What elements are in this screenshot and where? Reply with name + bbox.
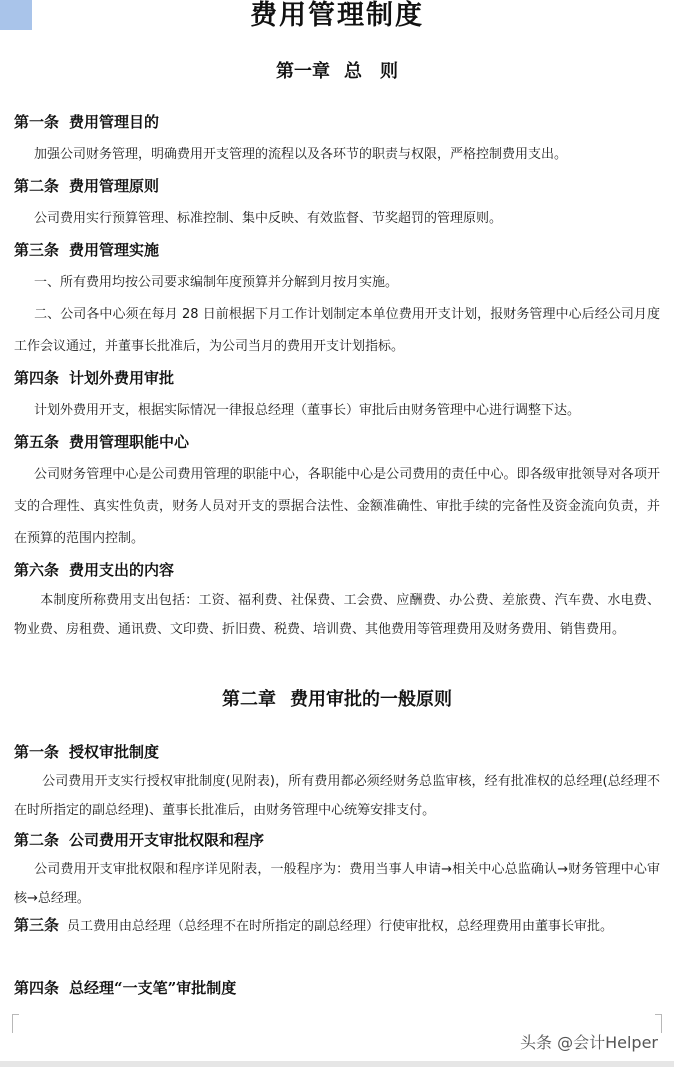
article-heading xyxy=(14,239,660,261)
article-heading xyxy=(14,741,660,763)
chapter-name: 费用审批的一般原则 xyxy=(290,689,452,710)
article-number: 第五条 xyxy=(14,433,60,451)
article-title: 费用支出的内容 xyxy=(69,561,175,579)
paragraph-text: 公司财务管理中心是公司费用管理的职能中心，各职能中心是公司费用的责任中心。即各级审批领导对各项开支的合理性、真实性负责，财务人员对开支的票据合法性、金额准确性、审批手续的完备性及资金流向负责，并在预算的范围内控制。 xyxy=(14,467,660,546)
article-paragraph-inline xyxy=(14,909,660,943)
paragraph-text: 公司费用实行预算管理、标准控制、集中反映、有效监督、节奖超罚的管理原则。 xyxy=(34,211,503,226)
article-heading xyxy=(14,431,660,453)
article-paragraph xyxy=(14,395,660,427)
article-title: 总经理“一支笔”审批制度 xyxy=(69,979,237,997)
document-title: 费用管理制度 xyxy=(250,0,424,31)
article-heading xyxy=(14,175,660,197)
article-title: 费用管理目的 xyxy=(69,113,160,131)
article-heading xyxy=(14,977,660,999)
paragraph-text: 加强公司财务管理，明确费用开支管理的流程以及各环节的职责与权限，严格控制费用支出。 xyxy=(34,147,568,162)
article-item xyxy=(14,267,660,299)
article-paragraph xyxy=(14,586,660,644)
paragraph-text: 计划外费用开支，根据实际情况一律报总经理（董事长）审批后由财务管理中心进行调整下达。 xyxy=(34,403,581,418)
watermark-text: 头条 @会计Helper xyxy=(520,1033,658,1052)
article-number: 第六条 xyxy=(14,561,60,579)
article-heading xyxy=(14,829,660,851)
paragraph-text: 公司费用开支审批权限和程序详见附表，一般程序为：费用当事人申请→相关中心总监确认→财务管理中心审核→总经理。 xyxy=(14,862,660,906)
item-text: 一、所有费用均按公司要求编制年度预算并分解到月按月实施。 xyxy=(34,275,399,290)
paragraph-text: 公司费用开支实行授权审批制度(见附表)，所有费用都必须经财务总监审核，经有批准权的总经理(总经理不在时所指定的副总经理)、董事长批准后，由财务管理中心统筹安排支付。 xyxy=(14,774,660,818)
chapter-name: 总 则 xyxy=(344,61,398,82)
article-title: 费用管理实施 xyxy=(69,241,160,259)
crop-mark-left xyxy=(12,1014,19,1033)
article-item xyxy=(14,299,660,363)
article-paragraph xyxy=(14,139,660,171)
article-heading xyxy=(14,111,660,133)
item-text: 二、公司各中心须在每月 28 日前根据下月工作计划制定本单位费用开支计划，报财务管理中心后经公司月度工作会议通过，并董事长批准后，为公司当月的费用开支计划指标。 xyxy=(14,307,660,354)
article-number: 第一条 xyxy=(14,743,60,761)
article-paragraph xyxy=(14,203,660,235)
paragraph-text: 员工费用由总经理（总经理不在时所指定的副总经理）行使审批权，总经理费用由董事长审批。 xyxy=(67,919,614,934)
article-title: 授权审批制度 xyxy=(69,743,160,761)
article-heading xyxy=(14,559,660,581)
article-number: 第一条 xyxy=(14,113,60,131)
paragraph-text: 本制度所称费用支出包括：工资、福利费、社保费、工会费、应酬费、办公费、差旅费、汽车费、水电费、物业费、房租费、通讯费、文印费、折旧费、税费、培训费、其他费用等管理费用及财务费用、销售费用。 xyxy=(14,593,660,637)
article-paragraph xyxy=(14,855,660,913)
chapter-number: 第一章 xyxy=(276,61,330,82)
article-number: 第三条 xyxy=(14,916,60,934)
article-paragraph xyxy=(14,767,660,825)
article-title: 费用管理职能中心 xyxy=(69,433,190,451)
article-number: 第三条 xyxy=(14,241,60,259)
article-number: 第四条 xyxy=(14,979,60,997)
article-title: 费用管理原则 xyxy=(69,177,160,195)
article-title: 计划外费用审批 xyxy=(69,369,175,387)
article-number: 第二条 xyxy=(14,831,60,849)
article-number: 第四条 xyxy=(14,369,60,387)
chapter-2-heading xyxy=(0,688,674,712)
article-number: 第二条 xyxy=(14,177,60,195)
article-title: 公司费用开支审批权限和程序 xyxy=(69,831,265,849)
article-heading xyxy=(14,367,660,389)
article-paragraph xyxy=(14,459,660,555)
page-gap-bar xyxy=(0,1061,674,1067)
chapter-number: 第二章 xyxy=(222,689,276,710)
chapter-1-heading xyxy=(0,60,674,84)
